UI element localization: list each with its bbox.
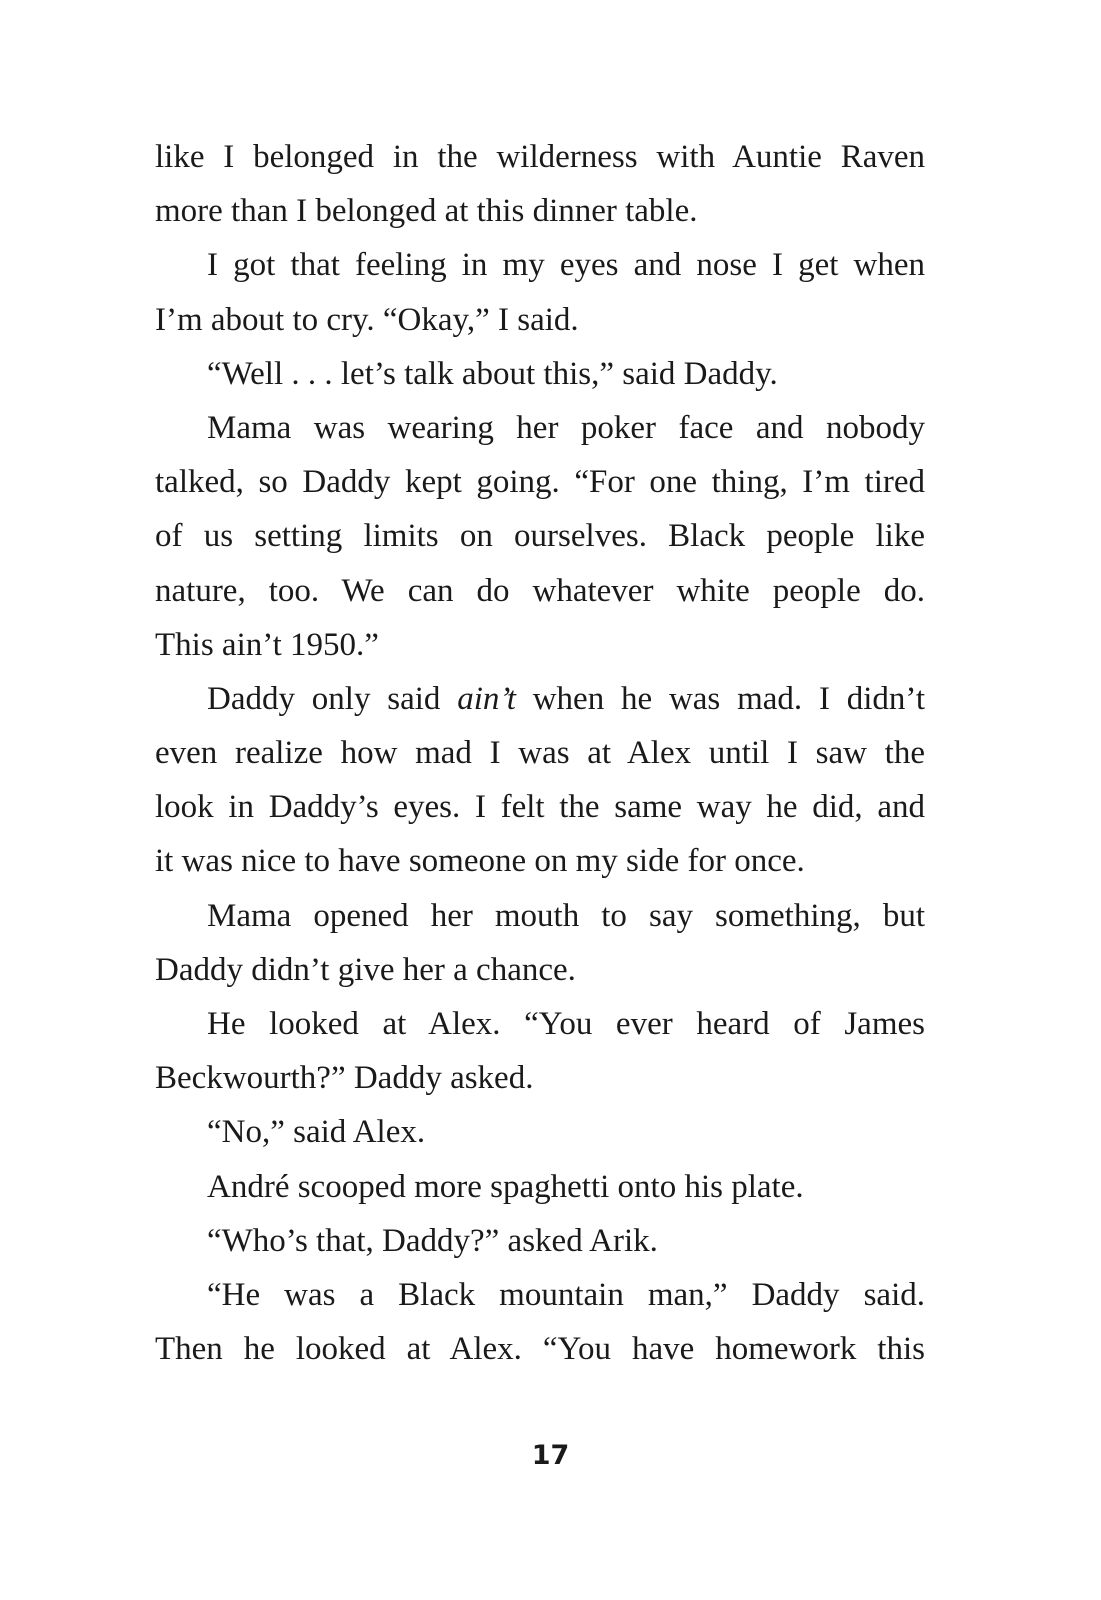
text-line: Daddy didn’t give her a chance. xyxy=(155,951,576,988)
text-line: André scooped more spaghetti onto his plate. xyxy=(207,1168,804,1205)
text-line: “Well . . . let’s talk about this,” said Daddy. xyxy=(207,355,778,392)
text-segment: Daddy only said xyxy=(207,680,458,717)
text-line: it was nice to have someone on my side for once. xyxy=(155,843,805,880)
text-line: Beckwourth?” Daddy asked. xyxy=(155,1060,534,1097)
text-line: “He was a Black mountain man,” Daddy said. xyxy=(207,1276,925,1313)
text-line: more than I belonged at this dinner table. xyxy=(155,193,698,230)
page-number: 17 xyxy=(531,1440,570,1471)
text-line: Mama opened her mouth to say something, but xyxy=(207,897,925,934)
text-segment: when he was mad. I didn’t xyxy=(515,680,925,717)
text-line: This ain’t 1950.” xyxy=(155,626,379,663)
text-line: “Who’s that, Daddy?” asked Arik. xyxy=(207,1222,658,1259)
text-line: I got that feeling in my eyes and nose I get when xyxy=(207,247,925,284)
text-line: He looked at Alex. “You ever heard of James xyxy=(207,1006,925,1042)
text-line: Then he looked at Alex. “You have homework this xyxy=(155,1331,925,1368)
text-line: of us setting limits on ourselves. Black people like xyxy=(155,518,925,555)
text-line: Mama was wearing her poker face and nobody xyxy=(207,409,925,446)
text-line xyxy=(155,672,925,726)
text-line: “No,” said Alex. xyxy=(207,1114,426,1151)
text-line: talked, so Daddy kept going. “For one thing, I’m tired xyxy=(155,464,925,501)
italic-word: ain’t xyxy=(457,680,516,717)
text-line: even realize how mad I was at Alex until I saw the xyxy=(155,735,925,772)
text-line: like I belonged in the wilderness with Auntie Raven xyxy=(155,139,925,175)
text-line: I’m about to cry. “Okay,” I said. xyxy=(155,301,579,338)
text-line: look in Daddy’s eyes. I felt the same way he did, and xyxy=(155,789,925,826)
body-text xyxy=(155,130,925,1376)
text-line: nature, too. We can do whatever white people do. xyxy=(155,572,925,609)
